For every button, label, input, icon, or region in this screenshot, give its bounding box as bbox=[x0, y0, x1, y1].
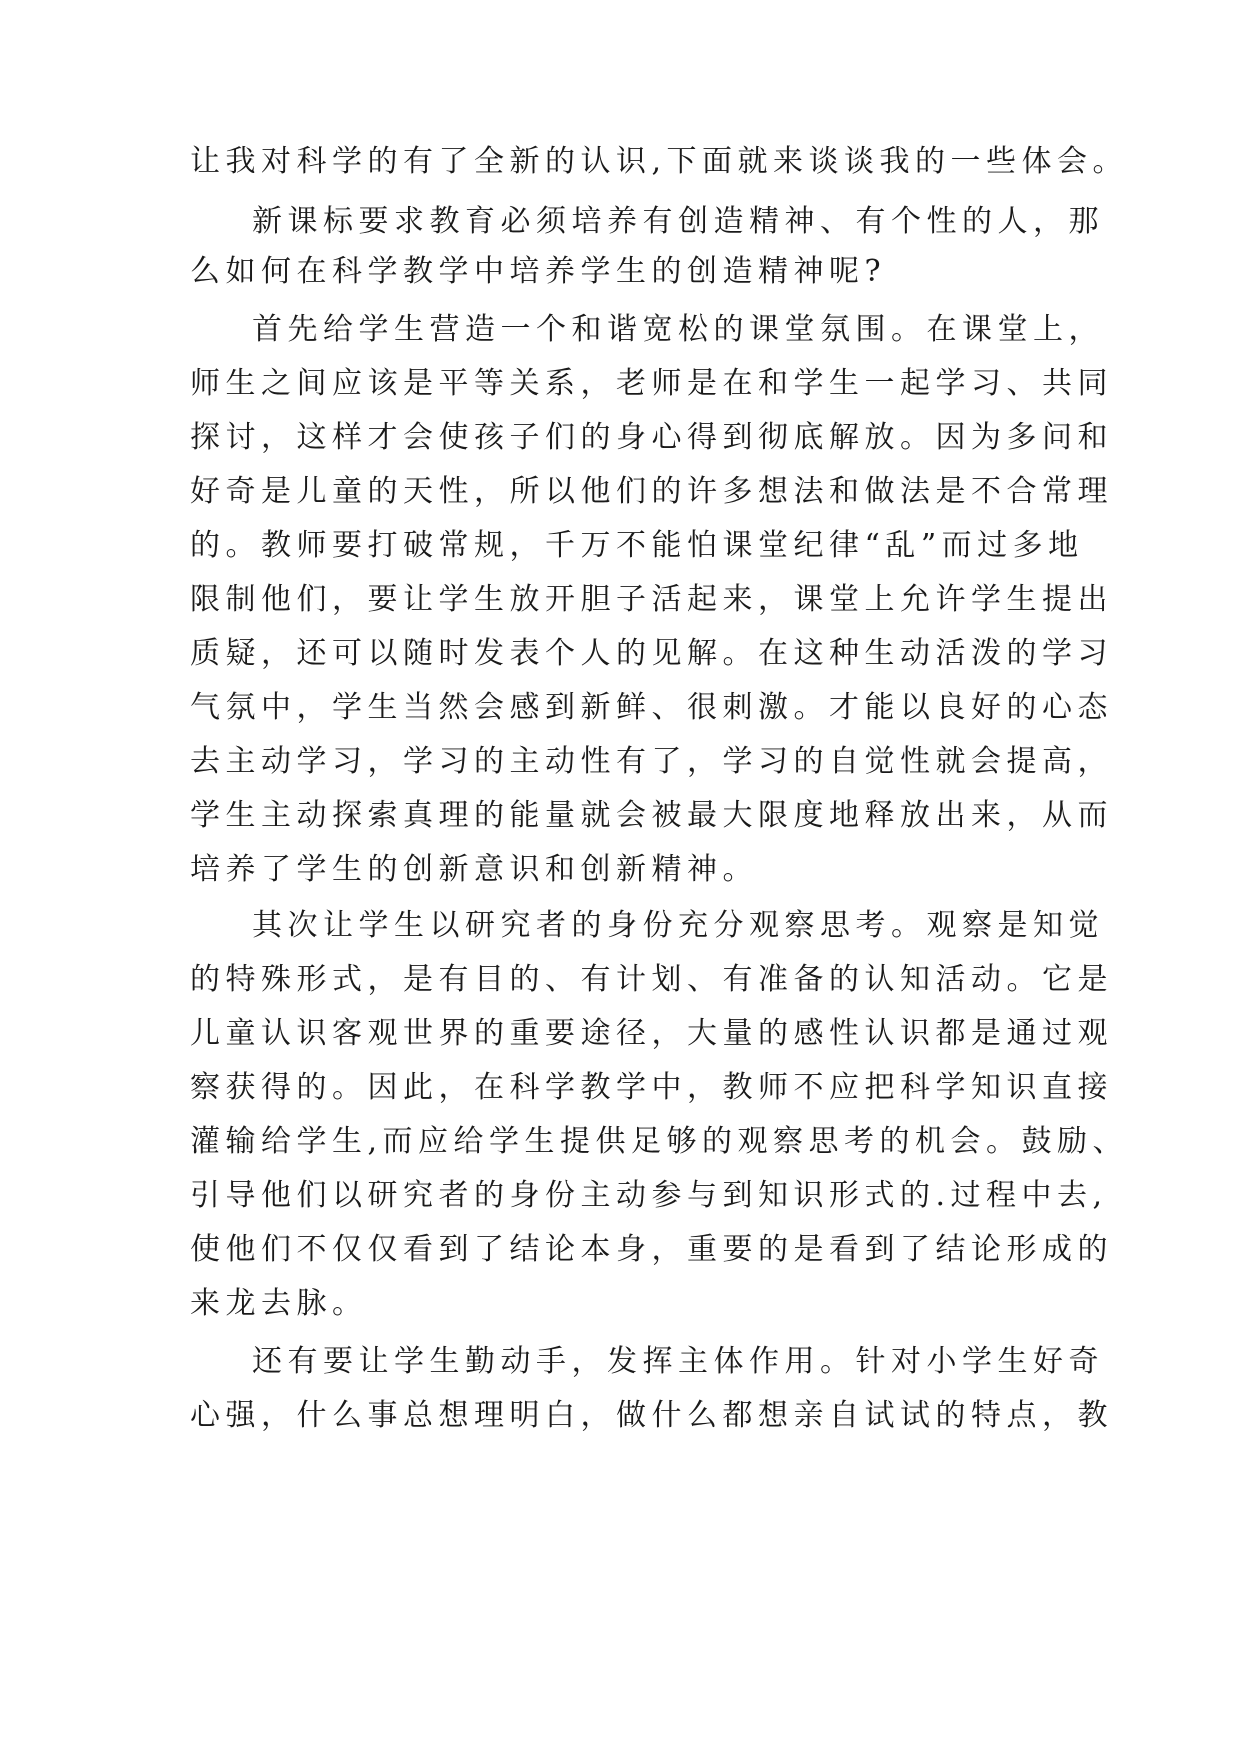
text-line: 察获得的。因此，在科学教学中，教师不应把科学知识直接 bbox=[190, 1070, 1113, 1105]
text-line: 么如何在科学教学中培养学生的创造精神呢? bbox=[190, 254, 887, 289]
text-line: 去主动学习，学习的主动性有了，学习的自觉性就会提高， bbox=[190, 744, 1113, 779]
text-line: 学生主动探索真理的能量就会被最大限度地释放出来，从而 bbox=[190, 798, 1113, 833]
text-line: 还有要让学生勤动手，发挥主体作用。针对小学生好奇 bbox=[252, 1344, 1104, 1379]
text-line: 气氛中，学生当然会感到新鲜、很刺激。才能以良好的心态 bbox=[190, 690, 1113, 725]
text-line: 引导他们以研究者的身份主动参与到知识形式的.过程中去, bbox=[190, 1178, 1108, 1213]
text-line: 首先给学生营造一个和谐宽松的课堂氛围。在课堂上， bbox=[252, 312, 1104, 347]
text-line: 心强，什么事总想理明白，做什么都想亲自试试的特点，教 bbox=[190, 1398, 1113, 1433]
text-line: 探讨，这样才会使孩子们的身心得到彻底解放。因为多问和 bbox=[190, 420, 1113, 455]
text-line: 质疑，还可以随时发表个人的见解。在这种生动活泼的学习 bbox=[190, 636, 1113, 671]
text-line: 培养了学生的创新意识和创新精神。 bbox=[190, 852, 758, 887]
text-line: 儿童认识客观世界的重要途径，大量的感性认识都是通过观 bbox=[190, 1016, 1113, 1051]
text-line: 限制他们，要让学生放开胆子活起来，课堂上允许学生提出 bbox=[190, 582, 1113, 617]
text-line: 来龙去脉。 bbox=[190, 1286, 368, 1321]
text-line: 的特殊形式，是有目的、有计划、有准备的认知活动。它是 bbox=[190, 962, 1113, 997]
text-line: 的。教师要打破常规，千万不能怕课堂纪律“乱”而过多地 bbox=[190, 528, 1084, 563]
text-line: 使他们不仅仅看到了结论本身，重要的是看到了结论形成的 bbox=[190, 1232, 1113, 1267]
text-line: 好奇是儿童的天性，所以他们的许多想法和做法是不合常理 bbox=[190, 474, 1113, 509]
text-line: 其次让学生以研究者的身份充分观察思考。观察是知觉 bbox=[252, 908, 1104, 943]
text-line: 让我对科学的有了全新的认识,下面就来谈谈我的一些体会。 bbox=[190, 144, 1129, 179]
text-line: 灌输给学生,而应给学生提供足够的观察思考的机会。鼓励、 bbox=[190, 1124, 1129, 1159]
text-line: 新课标要求教育必须培养有创造精神、有个性的人，那 bbox=[252, 204, 1104, 239]
text-line: 师生之间应该是平等关系，老师是在和学生一起学习、共同 bbox=[190, 366, 1113, 401]
